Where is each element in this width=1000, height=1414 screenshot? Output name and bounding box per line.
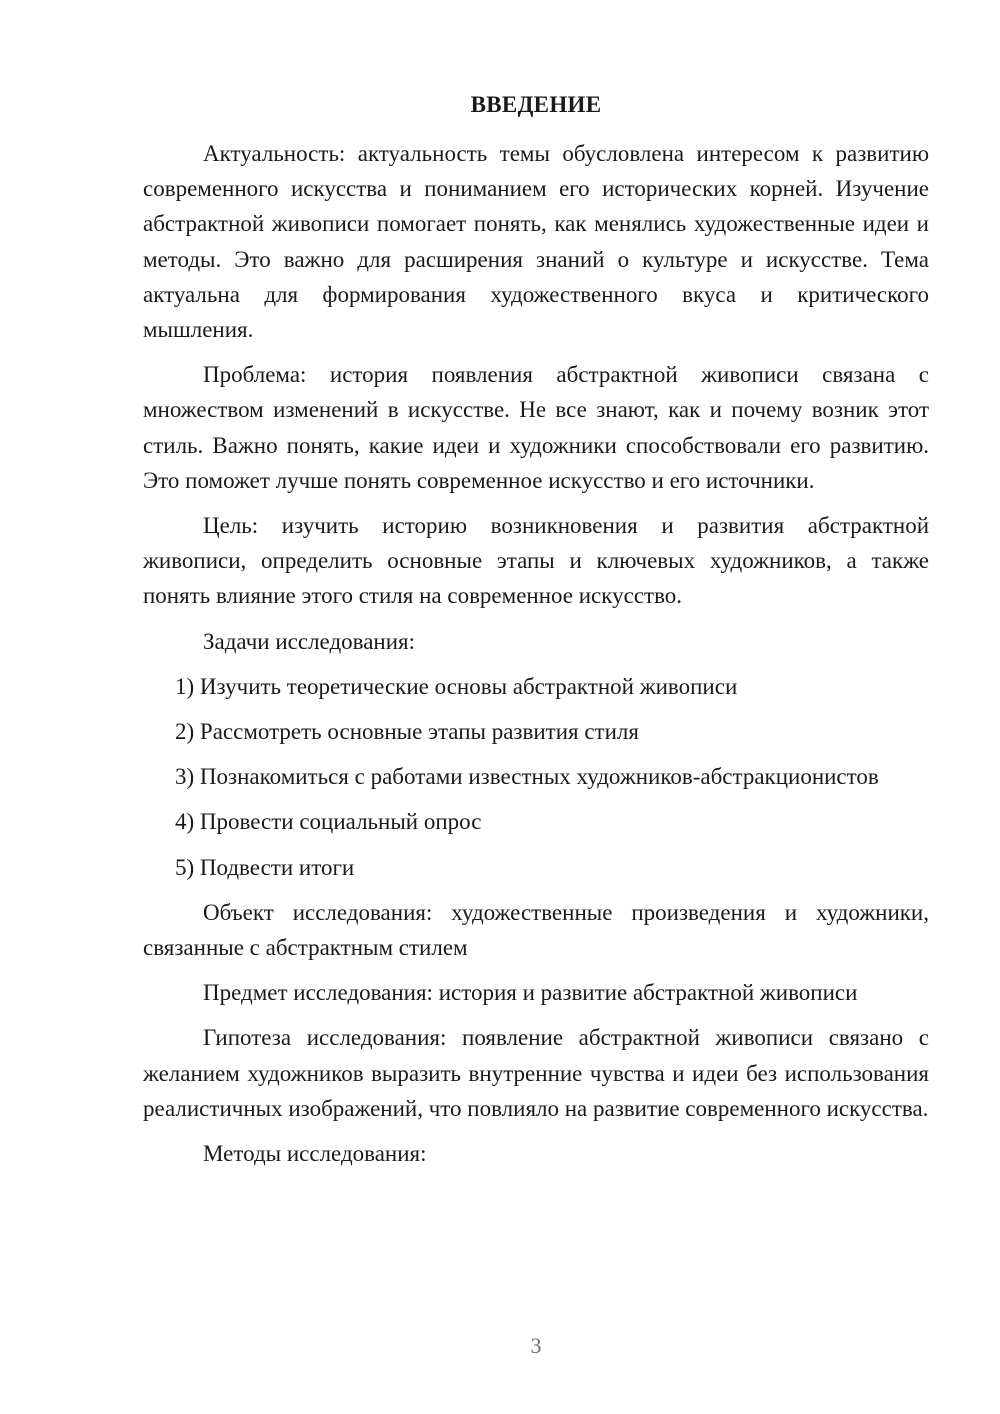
section-title: ВВЕДЕНИЕ bbox=[470, 92, 602, 117]
relevance-paragraph: Актуальность: актуальность темы обусловлена интересом к развитию современного искусства и пониманием его исторических корней. Изучение абстрактной живописи помогает понять, как менялись художественные идеи и методы. Это важно для расширения знаний о культуре и искусстве. Тема актуальна для формирования художественного вкуса и критического мышления. bbox=[143, 141, 929, 343]
object-paragraph: Объект исследования: художественные произведения и художники, связанные с абстрактным стилем bbox=[143, 899, 929, 961]
document-page bbox=[143, 92, 929, 1181]
methods-heading: Методы исследования: bbox=[203, 1141, 427, 1167]
task-item: 1) Изучить теоретические основы абстрактной живописи bbox=[175, 673, 738, 699]
problem-paragraph: Проблема: история появления абстрактной живописи связана с множеством изменений в искусстве. Не все знают, как и почему возник этот стиль. Важно понять, какие идеи и художники способствовали его развитию. Это поможет лучше понять современное искусство и его источники. bbox=[143, 362, 929, 493]
page-number: 3 bbox=[530, 1333, 542, 1358]
task-item: 5) Подвести итоги bbox=[175, 854, 355, 880]
goal-paragraph: Цель: изучить историю возникновения и развития абстрактной живописи, определить основные этапы и ключевых художников, а также понять влияние этого стиля на современное искусство. bbox=[143, 513, 929, 609]
task-item: 4) Провести социальный опрос bbox=[175, 809, 482, 835]
hypothesis-paragraph: Гипотеза исследования: появление абстрактной живописи связано с желанием художников выразить внутренние чувства и идеи без использования реалистичных изображений, что повлияло на развитие современного искусства. bbox=[143, 1025, 929, 1121]
task-item: 2) Рассмотреть основные этапы развития стиля bbox=[175, 719, 639, 745]
tasks-heading: Задачи исследования: bbox=[203, 628, 416, 654]
task-item: 3) Познакомиться с работами известных художников-абстракционистов bbox=[175, 764, 879, 790]
subject-paragraph: Предмет исследования: история и развитие абстрактной живописи bbox=[203, 980, 858, 1006]
